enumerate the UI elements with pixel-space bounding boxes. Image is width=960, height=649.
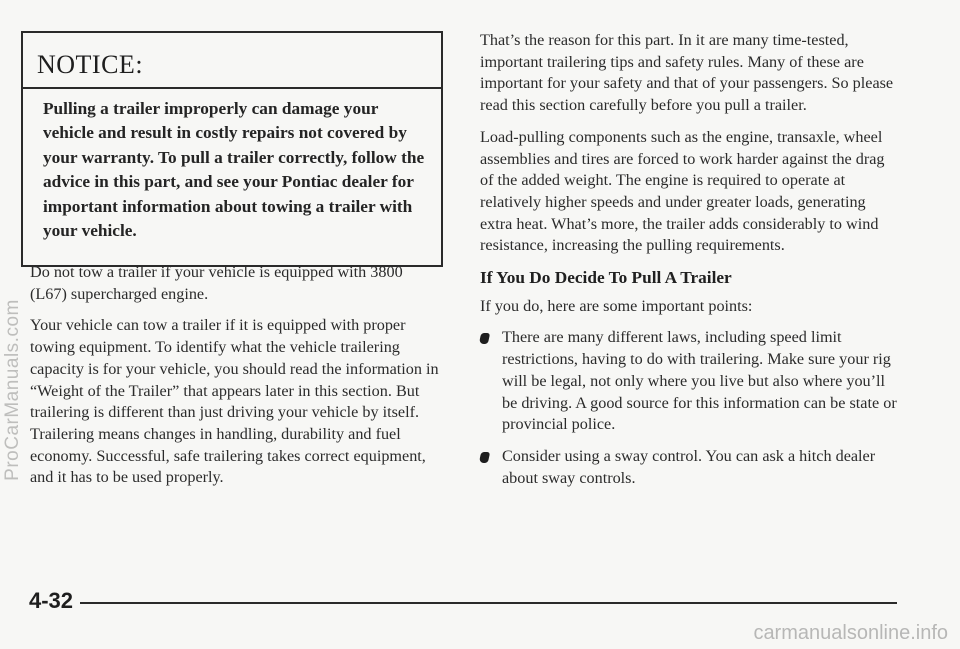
bullet-list (480, 327, 900, 489)
right-column (480, 30, 900, 499)
right-paragraph-2: Load-pulling components such as the engine, transaxle, wheel assemblies and tires are forced to work harder against the drag of the added weight. The engine is required to operate at relatively higher speeds and under greater loads, generating extra heat. What’s more, the trailer adds considerably to wind resistance, increasing the pulling requirements. (480, 127, 885, 255)
bullet-icon (479, 333, 490, 344)
list-item-text: There are many different laws, including speed limit restrictions, having to do with trailering. Make sure your rig will be legal, not only where you live but also where you’ll be driving. A good source for this information can be state or provincial police. (502, 328, 897, 434)
side-watermark (0, 240, 26, 540)
page-number: 4-32 (29, 588, 74, 613)
bullet-icon (479, 452, 490, 463)
bottom-watermark: carmanualsonline.info (753, 622, 948, 644)
notice-box (21, 31, 443, 267)
left-paragraph-1: Do not tow a trailer if your vehicle is equipped with 3800 (L67) supercharged engine. (30, 263, 403, 303)
section-intro: If you do, here are some important points: (480, 296, 753, 315)
footer-rule (80, 602, 897, 604)
right-paragraph-1: That’s the reason for this part. In it are many time-tested, important trailering tips and safety rules. Many of these are important for your safety and that of your passengers. So please read this section carefully before you pull a trailer. (480, 31, 894, 115)
notice-title: NOTICE: (23, 33, 441, 89)
section-heading: If You Do Decide To Pull A Trailer (480, 268, 732, 288)
left-column (30, 262, 440, 499)
notice-text: Pulling a trailer improperly can damage your vehicle and result in costly repairs not covered by your warranty. To pull a trailer correctly, follow the advice in this part, and see your Pontiac dealer for important information about towing a trailer with your vehicle. (43, 99, 425, 241)
side-watermark-text: ProCarManuals.com (2, 299, 24, 481)
list-item (480, 446, 900, 489)
left-paragraph-2: Your vehicle can tow a trailer if it is equipped with proper towing equipment. To identify what the vehicle trailering capacity is for your vehicle, you should read the information in “Weight of the Trailer” that appears later in this section. But trailering is different than just driving your vehicle by itself. Trailering means changes in handling, durability and fuel economy. Successful, safe trailering takes correct equipment, and it has to be used properly. (30, 316, 439, 487)
list-item-text: Consider using a sway control. You can ask a hitch dealer about sway controls. (502, 446, 876, 487)
list-item (480, 327, 900, 436)
